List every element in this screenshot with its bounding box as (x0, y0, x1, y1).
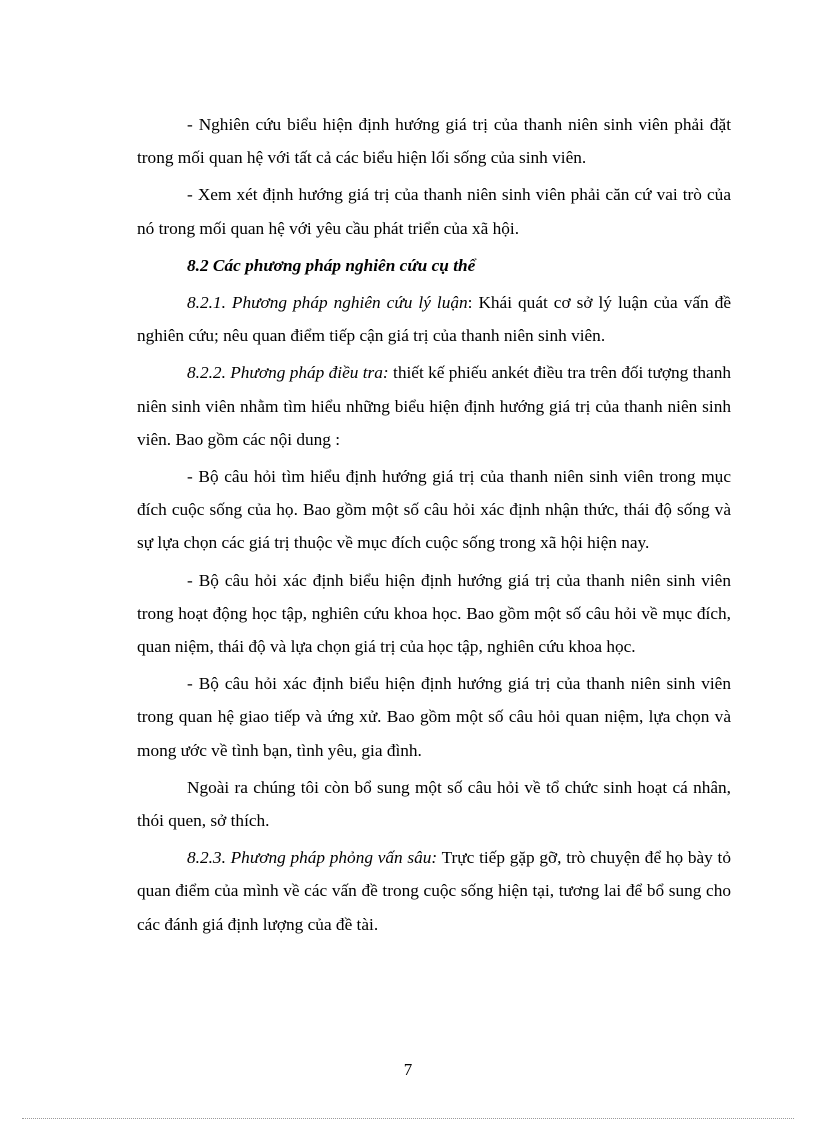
method-survey-lead: 8.2.2. Phương pháp điều tra: (187, 363, 389, 383)
page-number: 7 (403, 1060, 413, 1079)
paragraph-method-interview: 8.2.3. Phương pháp phỏng vấn sâu: Trực tiếp gặp gỡ, trò chuyện để họ bày tỏ quan điểm của mình về các vấn đề trong cuộc sống hiện tại, tương lai để bổ sung cho các đánh giá định lượng của đề tài. (137, 848, 731, 934)
method-interview-lead: 8.2.3. Phương pháp phỏng vấn sâu: (187, 848, 438, 868)
paragraph-method-survey: 8.2.2. Phương pháp điều tra: thiết kế phiếu ankét điều tra trên đối tượng thanh niên sinh viên nhằm tìm hiểu những biểu hiện định hướng giá trị của thanh niên sinh viên. Bao gồm các nội dung : (137, 363, 731, 449)
paragraph-method-theory: 8.2.1. Phương pháp nghiên cứu lý luận: Khái quát cơ sở lý luận của vấn đề nghiên cứu; nêu quan điểm tiếp cận giá trị của thanh niên sinh viên. (137, 293, 731, 346)
section-heading: 8.2 Các phương pháp nghiên cứu cụ thể (187, 255, 476, 275)
paragraph-1: - Nghiên cứu biểu hiện định hướng giá trị của thanh niên sinh viên phải đặt trong mối quan hệ với tất cả các biểu hiện lối sống của sinh viên. (137, 115, 731, 168)
paragraph-extra-questions: Ngoài ra chúng tôi còn bổ sung một số câu hỏi về tổ chức sinh hoạt cá nhân, thói quen, sở thích. (137, 777, 731, 831)
paragraph-questions-relations: - Bộ câu hỏi xác định biểu hiện định hướng giá trị của thanh niên sinh viên trong quan hệ giao tiếp và ứng xử. Bao gồm một số câu hỏi quan niệm, lựa chọn và mong ước về tình bạn, tình yêu, gia đình. (137, 674, 731, 760)
paragraph-questions-study: - Bộ câu hỏi xác định biểu hiện định hướng giá trị của thanh niên sinh viên trong hoạt động học tập, nghiên cứu khoa học. Bao gồm một số câu hỏi về mục đích, quan niệm, thái độ và lựa chọn giá trị của học tập, nghiên cứu khoa học. (137, 570, 731, 657)
footer-divider (22, 1118, 794, 1119)
method-theory-lead: 8.2.1. Phương pháp nghiên cứu lý luận (187, 293, 468, 313)
document-body (137, 108, 731, 945)
paragraph-2: - Xem xét định hướng giá trị của thanh niên sinh viên phải căn cứ vai trò của nó trong mối quan hệ với yêu cầu phát triển của xã hội. (137, 185, 731, 238)
paragraph-questions-life-goals: - Bộ câu hỏi tìm hiểu định hướng giá trị của thanh niên sinh viên trong mục đích cuộc sống của họ. Bao gồm một số câu hỏi xác định nhận thức, thái độ sống và sự lựa chọn các giá trị thuộc về mục đích cuộc sống trong xã hội hiện nay. (137, 467, 731, 553)
